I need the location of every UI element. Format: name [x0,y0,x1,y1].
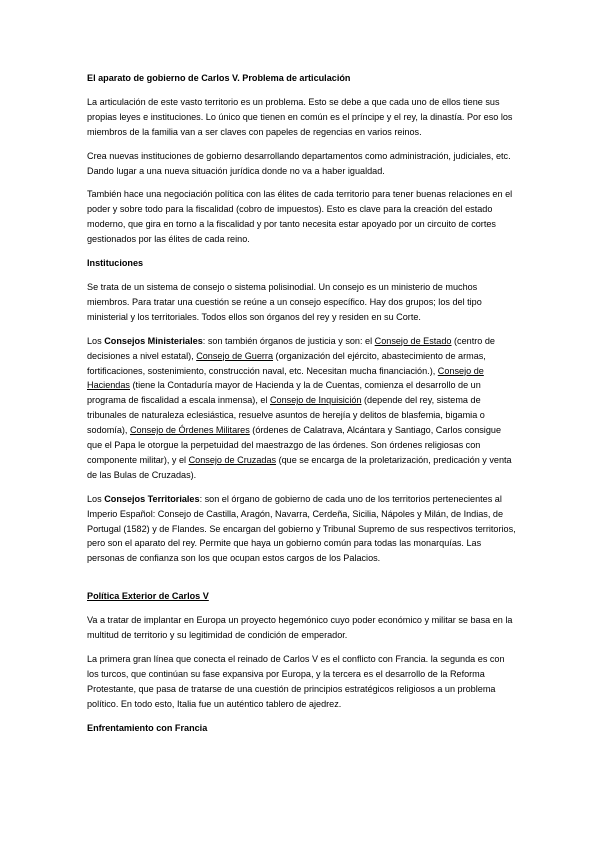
spacer [87,575,517,589]
link-consejo-cruzadas: Consejo de Cruzadas [188,454,277,465]
link-consejo-inquisicion: Consejo de Inquisición [269,395,362,406]
paragraph-consejos-ministeriales: Los Consejos Ministeriales: son también órganos de justicia y son: el Consejo de Estado (centro de decisiones a nivel estatal), Consejo de Guerra (organización del ejército, abastecimiento de armas, fortificaciones, sostenimiento, construcción naval, etc. Necesitan mucha financiación.), Consejo de Haciendas (tiene la Contaduría mayor de Hacienda y la de Cuentas, comienza el desarrollo de un programa de fiscalidad a escala inmensa), el Consejo de Inquisición (depende del rey, sistema de tribunales de naturaleza eclesiástica, resuelve asuntos de herejía y delitos de blasfemia, bigamia o sodomía), Consejo de Órdenes Militares (órdenes de Calatrava, Alcántara y Santiago, Carlos consigue que el Papa le otorgue la perpetuidad del maestrazgo de las órdenes. Son órdenes religiosas con componente militar), y el Consejo de Cruzadas (que se encarga de la proletarización, predicación y venta de las Bulas de Cruzadas). [87,335,512,480]
link-consejo-ordenes-militares: Consejo de Órdenes Militares [129,425,250,436]
heading-politica-exterior: Política Exterior de Carlos V [87,591,209,602]
paragraph-articulacion: La articulación de este vasto territorio es un problema. Esto se debe a que cada uno de ellos tiene sus propias leyes e instituciones. Lo único que tienen en común es el príncipe y el rey, la dinastía. Por eso los miembros de la familia van a ser claves con papeles de regencias en varios reinos. [87,96,513,137]
paragraph-proyecto-hegemonico: Va a tratar de implantar en Europa un proyecto hegemónico cuyo poder económico y militar se basa en la multitud de territorio y su legitimidad de condición de emperador. [87,615,513,641]
paragraph-instituciones-nuevas: Crea nuevas instituciones de gobierno desarrollando departamentos como administración, judiciales, etc. Dando lugar a una nueva situación jurídica donde no va a haber igualdad. [87,150,511,176]
link-consejo-estado: Consejo de Estado [374,335,452,346]
heading-instituciones: Instituciones [87,258,144,269]
paragraph-negociacion: También hace una negociación política con las élites de cada territorio para tener buenas relaciones en el poder y sobre todo para la fiscalidad (cobro de impuestos). Esto es clave para la creación del estado moderno, que gira en torno a la fiscalidad y por tanto necesita estar apoyado por un circuito de cortes gestionados por las élites de cada reino. [87,189,513,245]
link-consejo-haciendas: Consejo de Haciendas [87,365,484,391]
paragraph-lineas-conflicto: La primera gran línea que conecta el reinado de Carlos V es el conflicto con Francia. la segunda es con los turcos, que continúan su fase expansiva por Europa, y la tercera es el desarrollo de la Reforma Protestante, que pasa de tratarse de una cuestión de principios estratégicos religiosos a un problema político. En todo esto, Italia fue un auténtico tablero de ajedrez. [87,654,505,709]
paragraph-consejos-territoriales: Los Consejos Territoriales: son el órgano de gobierno de cada uno de los territorios pertenecientes al Imperio Español: Consejo de Castilla, Aragón, Navarra, Cerdeña, Sicilia, Nápoles y Milán, de Indias, de Portugal (1582) y de Flandes. Se encargan del gobierno y Tribunal Supremo de sus respectivos territorios, pero son el aparato del rey. Permite que haya un gobierno común para todas las monarquías. Las personas de confianza son los que ocupan estos cargos de los Palacios. [87,493,516,564]
term-consejos-ministeriales: Consejos Ministeriales [104,335,203,346]
document-body [87,71,517,745]
section-title: El aparato de gobierno de Carlos V. Problema de articulación [87,73,351,83]
link-consejo-guerra: Consejo de Guerra [196,350,274,361]
term-consejos-territoriales: Consejos Territoriales [104,493,200,504]
heading-enfrentamiento-francia: Enfrentamiento con Francia [87,722,208,733]
paragraph-sistema-consejo: Se trata de un sistema de consejo o sistema polisinodial. Un consejo es un ministerio de muchos miembros. Para tratar una cuestión se reúne a un consejo específico. Hay dos grupos; los del tipo ministerial y los territoriales. Todos ellos son órganos del rey y residen en su Corte. [87,281,482,322]
